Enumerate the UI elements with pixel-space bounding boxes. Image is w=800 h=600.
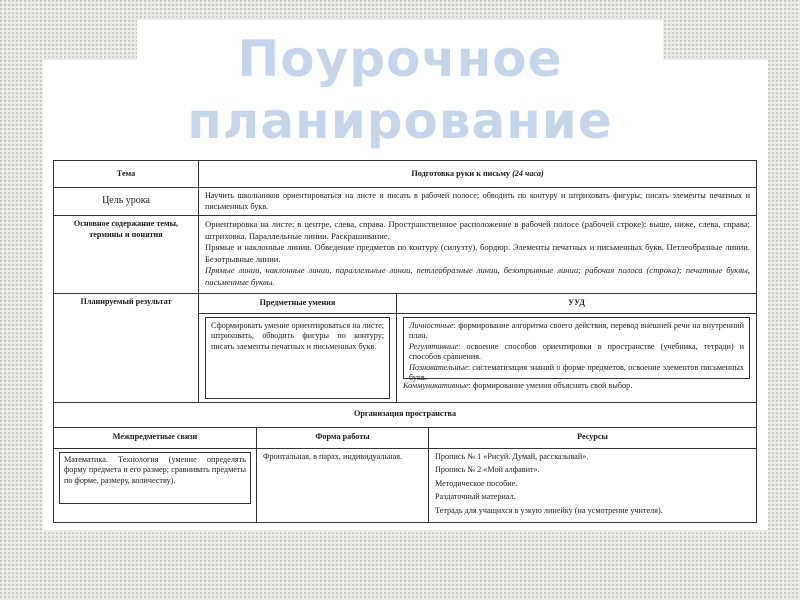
interdisciplinary-label: Межпредметные связи: [54, 427, 257, 448]
uud-cognitive-label: Познавательные: [409, 362, 468, 372]
uud-personal-label: Личностные: [409, 320, 454, 330]
interdisciplinary-cell: [54, 448, 257, 523]
work-form-label: Форма работы: [257, 427, 429, 448]
uud-list: [397, 314, 756, 395]
uud-label: УУД: [397, 294, 756, 314]
content-paragraph-1: Ориентировка на листе: в центре, слева, справа. Пространственное расположение в рабочей полосе (рабочей строке): выше, ниже, слева, справа; штриховка. Параллельные линии. Раскрашивание.: [205, 219, 751, 241]
row-resources: [54, 448, 757, 523]
resource-item: Тетрадь для учащихся в узкую линейку (на усмотрение учителя).: [435, 505, 663, 515]
content-terms: Прямые линии, наклонные линии, параллельные линии, петлеобразные линии, безотрывные линии; рабочая полоса (строка); печатные буквы, письменные буквы.: [205, 265, 751, 287]
uud-cell: [397, 294, 757, 403]
row-goal: [54, 188, 757, 216]
planned-result-label: Планируемый результат: [54, 294, 199, 403]
subject-skills-value: Сформировать умение ориентироваться на листе; штриховать, обводить фигуры по контуру; писать элементы печатных и письменных букв.: [205, 317, 390, 399]
uud-regulatory-value: : освоение способов ориентировки в пространстве (учебника, тетради) и способов сравнения.: [409, 341, 745, 361]
row-topic: [54, 161, 757, 188]
resources-label: Ресурсы: [429, 427, 757, 448]
resource-item: Методическое пособие.: [435, 478, 518, 488]
slide-title: [137, 28, 663, 152]
content-paragraph-2: Прямые и наклонные линии. Обведение предметов по контуру (силуэту), бордюр. Элементы печатных и письменных букв. Петлеобразные линии. Безотрывные линии.: [205, 242, 751, 264]
work-form-value: Фронтальная, в парах, индивидуальная.: [257, 448, 429, 523]
topic-hours: (24 часа): [512, 168, 544, 178]
uud-communicative-value: : формирование умения объяснять свой выбор.: [468, 380, 633, 390]
row-resource-headers: [54, 427, 757, 448]
topic-value: [199, 161, 757, 188]
content-value: [199, 216, 757, 294]
resources-list: [429, 448, 757, 523]
lesson-plan-table: [53, 160, 757, 523]
space-org-label: Организация пространства: [54, 402, 757, 427]
goal-label: Цель урока: [54, 188, 199, 216]
resource-item: Пропись № 2 «Мой алфавит».: [435, 465, 540, 474]
goal-value: Научить школьников ориентироваться на листе и писать в рабочей полосе; обводить по контуру и штриховать фигуры; писать элементы печатных и письменных букв.: [199, 188, 757, 216]
resource-item: Пропись № 1 «Рисуй. Думай, рассказывай».: [435, 451, 589, 461]
uud-box: [403, 317, 750, 382]
title-line-1: Поурочное: [237, 30, 563, 88]
uud-cognitive-value: : систематизация знаний о форме предметов, освоение элементов письменных букв.: [409, 362, 745, 382]
row-planned-result: [54, 294, 757, 403]
topic-label: Тема: [54, 161, 199, 188]
subject-skills-cell: [199, 294, 397, 403]
uud-communicative-label: Коммуникативные: [403, 380, 469, 390]
resource-item: Раздаточный материал.: [435, 492, 516, 501]
interdisciplinary-value: Математика. Технология (умение определять форму предмета и его размер; сравнивать предметы по форме, размеру, количеству).: [59, 452, 251, 504]
uud-personal-value: : формирование алгоритма своего действия, перевод внешней речи на внутренний план.: [409, 320, 745, 340]
row-content: [54, 216, 757, 294]
topic-text: Подготовка руки к письму: [411, 168, 511, 178]
row-space-org: [54, 402, 757, 427]
uud-regulatory-label: Регулятивные: [409, 341, 459, 351]
title-line-2: планирование: [187, 92, 613, 150]
content-label: Основное содержание темы, термины и понятия: [54, 216, 199, 294]
subject-skills-label: Предметные умения: [199, 294, 396, 314]
